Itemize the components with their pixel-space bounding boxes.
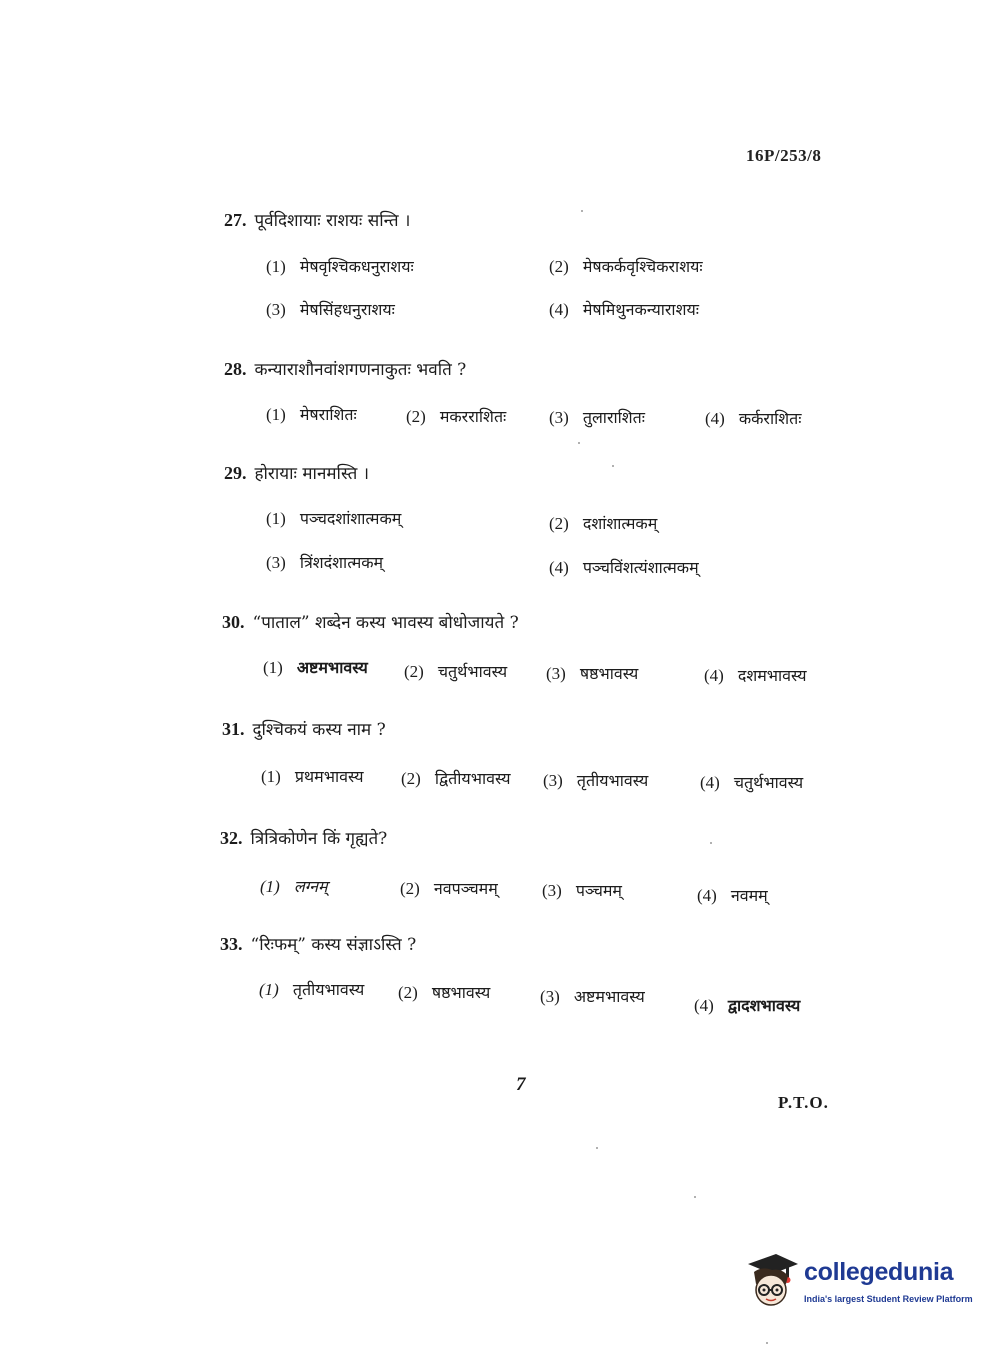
question-number: 31.	[222, 719, 245, 739]
option-text: मकरराशितः	[439, 407, 507, 426]
option-text: दशांशात्मकम्	[582, 514, 658, 533]
question-stem	[220, 932, 416, 955]
question-text: पूर्वदिशायाः राशयः सन्ति ।	[254, 211, 411, 231]
option-number: (2)	[404, 662, 424, 681]
question-stem	[224, 357, 466, 380]
option-number: (4)	[694, 996, 714, 1015]
question-stem	[224, 461, 369, 484]
option-text: द्वादशभावस्य	[727, 996, 801, 1015]
option-number: (4)	[549, 558, 569, 577]
option-number: (2)	[400, 879, 420, 898]
question-stem	[222, 717, 386, 740]
option-number: (4)	[700, 773, 720, 792]
option-4	[697, 884, 768, 906]
scan-speck	[710, 842, 712, 844]
option-text: चतुर्थभावस्य	[437, 662, 508, 681]
option-text: त्रिंशदंशात्मकम्	[299, 553, 384, 572]
option-number: (3)	[542, 881, 562, 900]
option-3	[266, 551, 383, 573]
brand-name: collegedunia	[804, 1258, 954, 1286]
question-text: कन्याराशौनवांशगणनाकुतः भवति ?	[254, 360, 467, 380]
option-text: मेषमिथुनकन्याराशयः	[582, 300, 699, 319]
option-1	[261, 765, 364, 787]
option-number: (1)	[261, 767, 281, 786]
option-text: षष्ठभावस्य	[431, 983, 491, 1002]
collegedunia-watermark	[742, 1250, 972, 1310]
scan-speck	[581, 210, 583, 212]
option-number: (1)	[266, 257, 286, 276]
option-text: कर्कराशितः	[738, 409, 802, 428]
question-stem	[222, 610, 519, 633]
paper-code: 16P/253/8	[746, 146, 822, 165]
question-number: 30.	[222, 612, 245, 632]
option-1	[266, 507, 401, 529]
option-text: पञ्चविंशत्यंशात्मकम्	[582, 558, 699, 577]
question-stem	[220, 826, 387, 849]
scan-speck	[596, 1147, 598, 1149]
option-2	[401, 767, 511, 789]
option-text: लग्नम्	[293, 877, 328, 896]
question-stem	[224, 208, 410, 231]
option-number: (2)	[549, 514, 569, 533]
option-text: मेषराशितः	[299, 405, 357, 424]
option-number: (2)	[398, 983, 418, 1002]
option-text: अष्टमभावस्य	[573, 987, 645, 1006]
option-number: (3)	[546, 664, 566, 683]
option-1	[266, 403, 357, 425]
option-4	[549, 556, 699, 578]
option-text: चतुर्थभावस्य	[733, 773, 804, 792]
scan-speck	[766, 1342, 768, 1344]
option-number: (4)	[549, 300, 569, 319]
option-1	[263, 656, 368, 678]
option-text: नवमम्	[730, 886, 768, 905]
option-number: (2)	[549, 257, 569, 276]
option-number: (1)	[263, 658, 283, 677]
option-2	[398, 981, 490, 1003]
option-number: (1)	[266, 405, 286, 424]
option-4	[700, 771, 803, 793]
option-text: द्वितीयभावस्य	[434, 769, 511, 788]
option-number: (2)	[406, 407, 426, 426]
option-1	[259, 978, 364, 1000]
option-3	[540, 985, 645, 1007]
option-4	[694, 994, 800, 1016]
question-number: 29.	[224, 463, 247, 483]
option-number: (1)	[259, 980, 279, 999]
option-number: (3)	[543, 771, 563, 790]
question-text: “पाताल” शब्देन कस्य भावस्य बोधोजायते ?	[252, 613, 519, 633]
option-text: तृतीयभावस्य	[292, 980, 365, 999]
option-3	[543, 769, 648, 791]
option-number: (1)	[266, 509, 286, 528]
question-text: दुश्चिकयं कस्य नाम ?	[252, 720, 386, 740]
scan-speck	[612, 465, 614, 467]
option-text: प्रथमभावस्य	[294, 767, 364, 786]
option-3	[549, 406, 645, 428]
option-4	[705, 407, 801, 429]
pto-label: P.T.O.	[778, 1093, 829, 1112]
option-text: मेषसिंहधनुराशयः	[299, 300, 395, 319]
question-text: होरायाः मानमस्ति ।	[254, 464, 370, 484]
option-number: (3)	[266, 553, 286, 572]
option-text: तृतीयभावस्य	[576, 771, 649, 790]
option-1	[266, 255, 414, 277]
option-text: मेषकर्कवृश्चिकराशयः	[582, 257, 703, 276]
option-number: (4)	[697, 886, 717, 905]
option-1	[260, 875, 328, 897]
mascot-icon	[742, 1250, 800, 1308]
question-text: त्रित्रिकोणेन किं गृह्यते?	[250, 829, 388, 849]
question-number: 32.	[220, 828, 243, 848]
question-text: “रिःफम्” कस्य संज्ञाऽस्ति ?	[250, 935, 417, 955]
question-number: 27.	[224, 210, 247, 230]
option-4	[704, 664, 807, 686]
option-number: (3)	[266, 300, 286, 319]
option-text: पञ्चमम्	[575, 881, 623, 900]
option-text: पञ्चदशांशात्मकम्	[299, 509, 402, 528]
option-4	[549, 298, 699, 320]
option-3	[546, 662, 638, 684]
option-number: (4)	[704, 666, 724, 685]
option-text: षष्ठभावस्य	[579, 664, 639, 683]
option-number: (3)	[540, 987, 560, 1006]
option-3	[542, 879, 622, 901]
page-number: 7	[516, 1074, 526, 1095]
option-number: (3)	[549, 408, 569, 427]
option-text: मेषवृश्चिकधनुराशयः	[299, 257, 414, 276]
scan-speck	[694, 1196, 696, 1198]
option-text: दशमभावस्य	[737, 666, 807, 685]
option-number: (4)	[705, 409, 725, 428]
option-2	[404, 660, 507, 682]
option-2	[406, 405, 506, 427]
scan-speck	[578, 442, 580, 444]
option-2	[549, 512, 657, 534]
option-text: अष्टमभावस्य	[296, 658, 368, 677]
question-number: 33.	[220, 934, 243, 954]
question-number: 28.	[224, 359, 247, 379]
option-2	[400, 877, 498, 899]
option-text: तुलाराशितः	[582, 408, 646, 427]
option-2	[549, 255, 703, 277]
option-number: (2)	[401, 769, 421, 788]
option-text: नवपञ्चमम्	[433, 879, 498, 898]
brand-tagline: India's largest Student Review Platform	[804, 1294, 973, 1304]
option-number: (1)	[260, 877, 280, 896]
option-3	[266, 298, 395, 320]
